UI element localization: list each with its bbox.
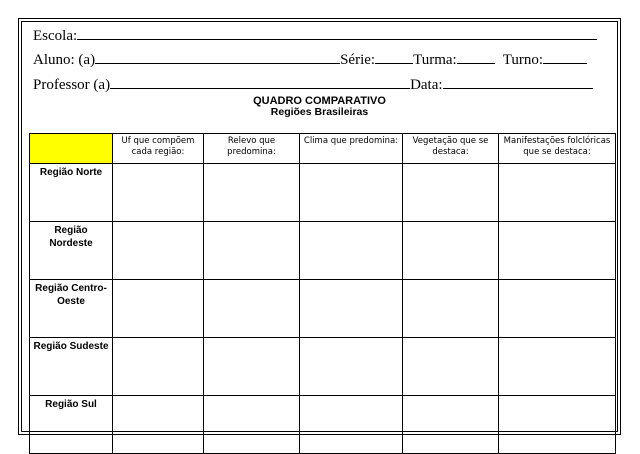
- table-row: [30, 222, 616, 280]
- column-header-relevo: Relevo que predomina:: [204, 134, 300, 164]
- turma-blank[interactable]: [457, 50, 495, 64]
- answer-cell[interactable]: [403, 338, 499, 396]
- region-label-centro-oeste: Região Centro-Oeste: [30, 280, 113, 338]
- region-label-norte: Região Norte: [30, 164, 113, 222]
- professor-label: Professor (a): [33, 77, 111, 93]
- answer-cell[interactable]: [499, 280, 616, 338]
- answer-cell[interactable]: [403, 222, 499, 280]
- column-header-clima: Clima que predomina:: [300, 134, 403, 164]
- data-label: Data:: [410, 77, 443, 93]
- table-row: [30, 338, 616, 396]
- answer-cell[interactable]: [403, 280, 499, 338]
- corner-cell: [30, 134, 113, 164]
- column-header-uf: Uf que compõem cada região:: [113, 134, 204, 164]
- turno-label: Turno:: [502, 52, 544, 68]
- region-label-nordeste: Região Nordeste: [30, 222, 113, 280]
- answer-cell[interactable]: [204, 396, 300, 454]
- answer-cell[interactable]: [499, 222, 616, 280]
- answer-cell[interactable]: [499, 396, 616, 454]
- data-blank[interactable]: [443, 75, 593, 89]
- worksheet-title: QUADRO COMPARATIVO: [253, 95, 386, 107]
- turno-blank[interactable]: [543, 50, 587, 64]
- comparison-table: [29, 133, 616, 454]
- worksheet-subtitle: Regiões Brasileiras: [270, 106, 369, 118]
- answer-cell[interactable]: [113, 164, 204, 222]
- professor-line: [33, 75, 593, 93]
- professor-blank[interactable]: [110, 75, 410, 89]
- column-header-vegetacao: Vegetação que se destaca:: [403, 134, 499, 164]
- aluno-label: Aluno: (a): [33, 52, 96, 68]
- escola-line: [33, 26, 597, 44]
- table-row: [30, 164, 616, 222]
- column-header-manifestacoes: Manifestações folclóricas que se destaca:: [499, 134, 616, 164]
- table-row: [30, 396, 616, 454]
- answer-cell[interactable]: [113, 396, 204, 454]
- answer-cell[interactable]: [204, 280, 300, 338]
- aluno-blank[interactable]: [95, 50, 340, 64]
- worksheet-frame: [18, 18, 621, 435]
- worksheet-inner-border: [21, 21, 618, 432]
- region-label-sul: Região Sul: [30, 396, 113, 454]
- answer-cell[interactable]: [204, 338, 300, 396]
- region-label-sudeste: Região Sudeste: [30, 338, 113, 396]
- answer-cell[interactable]: [403, 396, 499, 454]
- answer-cell[interactable]: [300, 222, 403, 280]
- escola-label: Escola:: [33, 28, 78, 44]
- escola-blank[interactable]: [77, 26, 597, 40]
- serie-blank[interactable]: [375, 50, 413, 64]
- answer-cell[interactable]: [204, 222, 300, 280]
- answer-cell[interactable]: [300, 396, 403, 454]
- answer-cell[interactable]: [403, 164, 499, 222]
- answer-cell[interactable]: [113, 222, 204, 280]
- table-row: [30, 280, 616, 338]
- aluno-line: [33, 50, 587, 68]
- turma-label: Turma:: [413, 52, 457, 68]
- answer-cell[interactable]: [113, 338, 204, 396]
- answer-cell[interactable]: [499, 164, 616, 222]
- answer-cell[interactable]: [499, 338, 616, 396]
- answer-cell[interactable]: [300, 338, 403, 396]
- answer-cell[interactable]: [300, 164, 403, 222]
- serie-label: Série:: [340, 52, 376, 68]
- answer-cell[interactable]: [113, 280, 204, 338]
- table-header-row: [30, 134, 616, 164]
- answer-cell[interactable]: [300, 280, 403, 338]
- answer-cell[interactable]: [204, 164, 300, 222]
